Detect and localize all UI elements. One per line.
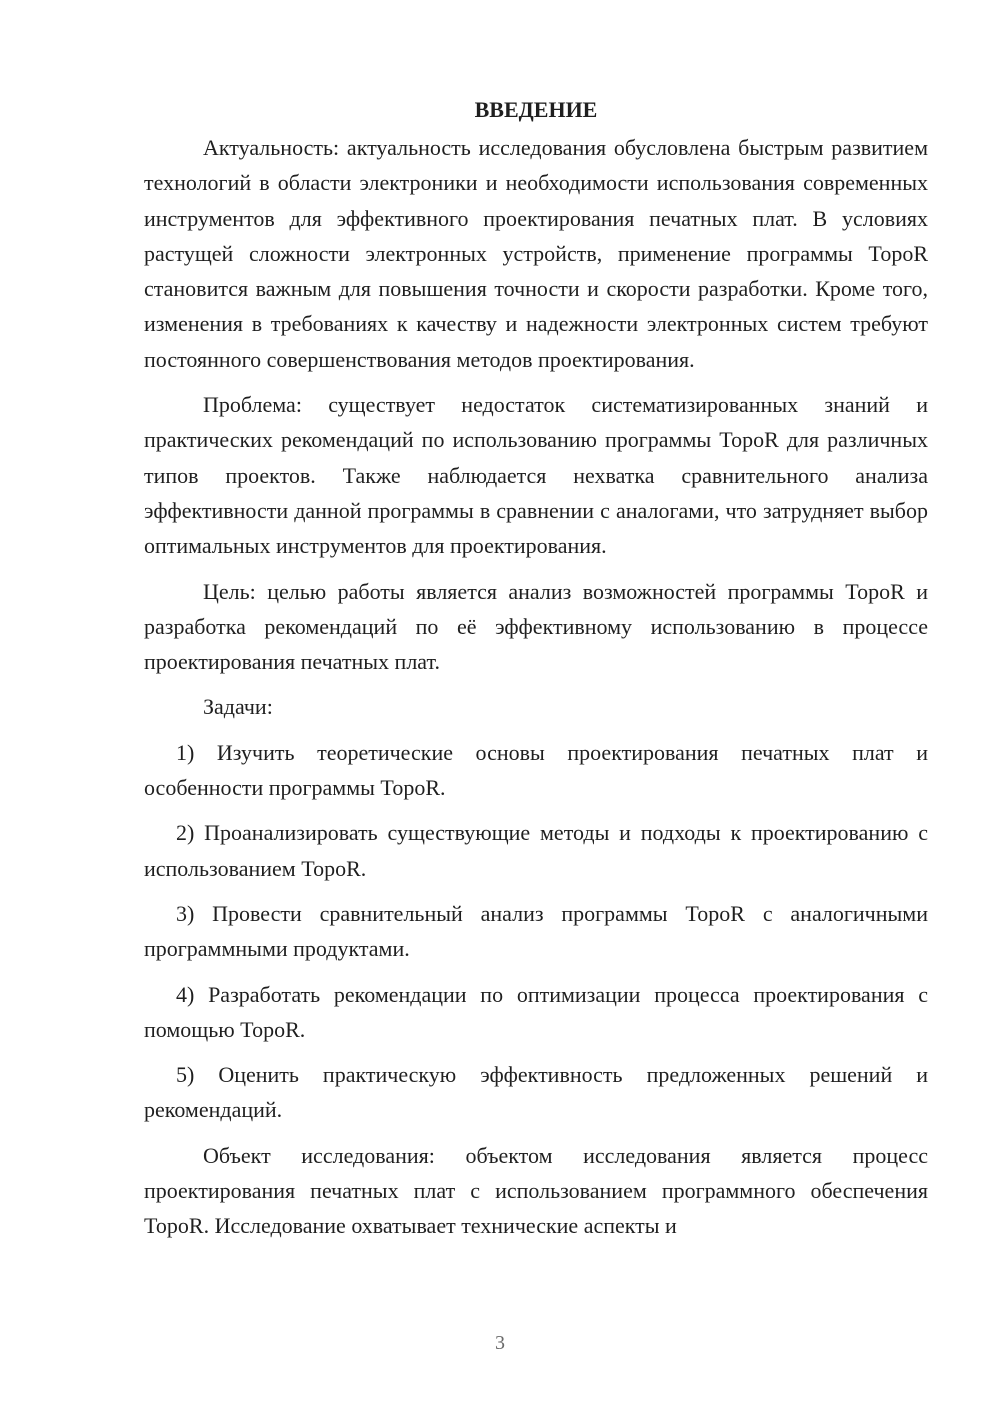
task-item-5: 5) Оценить практическую эффективность предложенных решений и рекомендаций. xyxy=(144,1062,928,1123)
page-number: 3 xyxy=(495,1332,505,1354)
paragraph-object: Объект исследования: объектом исследования является процесс проектирования печатных плат с использованием программного обеспечения TopoR. Исследование охватывает технические аспекты и xyxy=(144,1142,928,1239)
task-item-4: 4) Разработать рекомендации по оптимизации процесса проектирования с помощью TopoR. xyxy=(144,981,928,1042)
tasks-heading: Задачи: xyxy=(203,694,273,720)
task-item-1: 1) Изучить теоретические основы проектирования печатных плат и особенности программы TopoR. xyxy=(144,739,928,801)
task-item-2: 2) Проанализировать существующие методы и подходы к проектированию с использованием TopoR. xyxy=(144,820,928,881)
paragraph-relevance: Актуальность: актуальность исследования обусловлена быстрым развитием технологий в области электроники и необходимости использования современных инструментов для эффективного проектирования печатных плат. В условиях растущей сложности электронных устройств, применение программы TopoR становится важным для повышения точности и скорости разработки. Кроме того, изменения в требованиях к качеству и надежности электронных систем требуют постоянного совершенствования методов проектирования. xyxy=(144,135,928,372)
paragraph-problem: Проблема: существует недостаток систематизированных знаний и практических рекомендаций по использованию программы TopoR для различных типов проектов. Также наблюдается нехватка сравнительного анализа эффективности данной программы в сравнении с аналогами, что затрудняет выбор оптимальных инструментов для проектирования. xyxy=(144,392,928,559)
paragraph-goal: Цель: целью работы является анализ возможностей программы TopoR и разработка рекомендаций по её эффективному использованию в процессе проектирования печатных плат. xyxy=(144,578,928,675)
task-item-3: 3) Провести сравнительный анализ программы TopoR с аналогичными программными продуктами. xyxy=(144,900,928,962)
page-body xyxy=(144,90,928,1244)
section-title: ВВЕДЕНИЕ xyxy=(474,97,598,122)
